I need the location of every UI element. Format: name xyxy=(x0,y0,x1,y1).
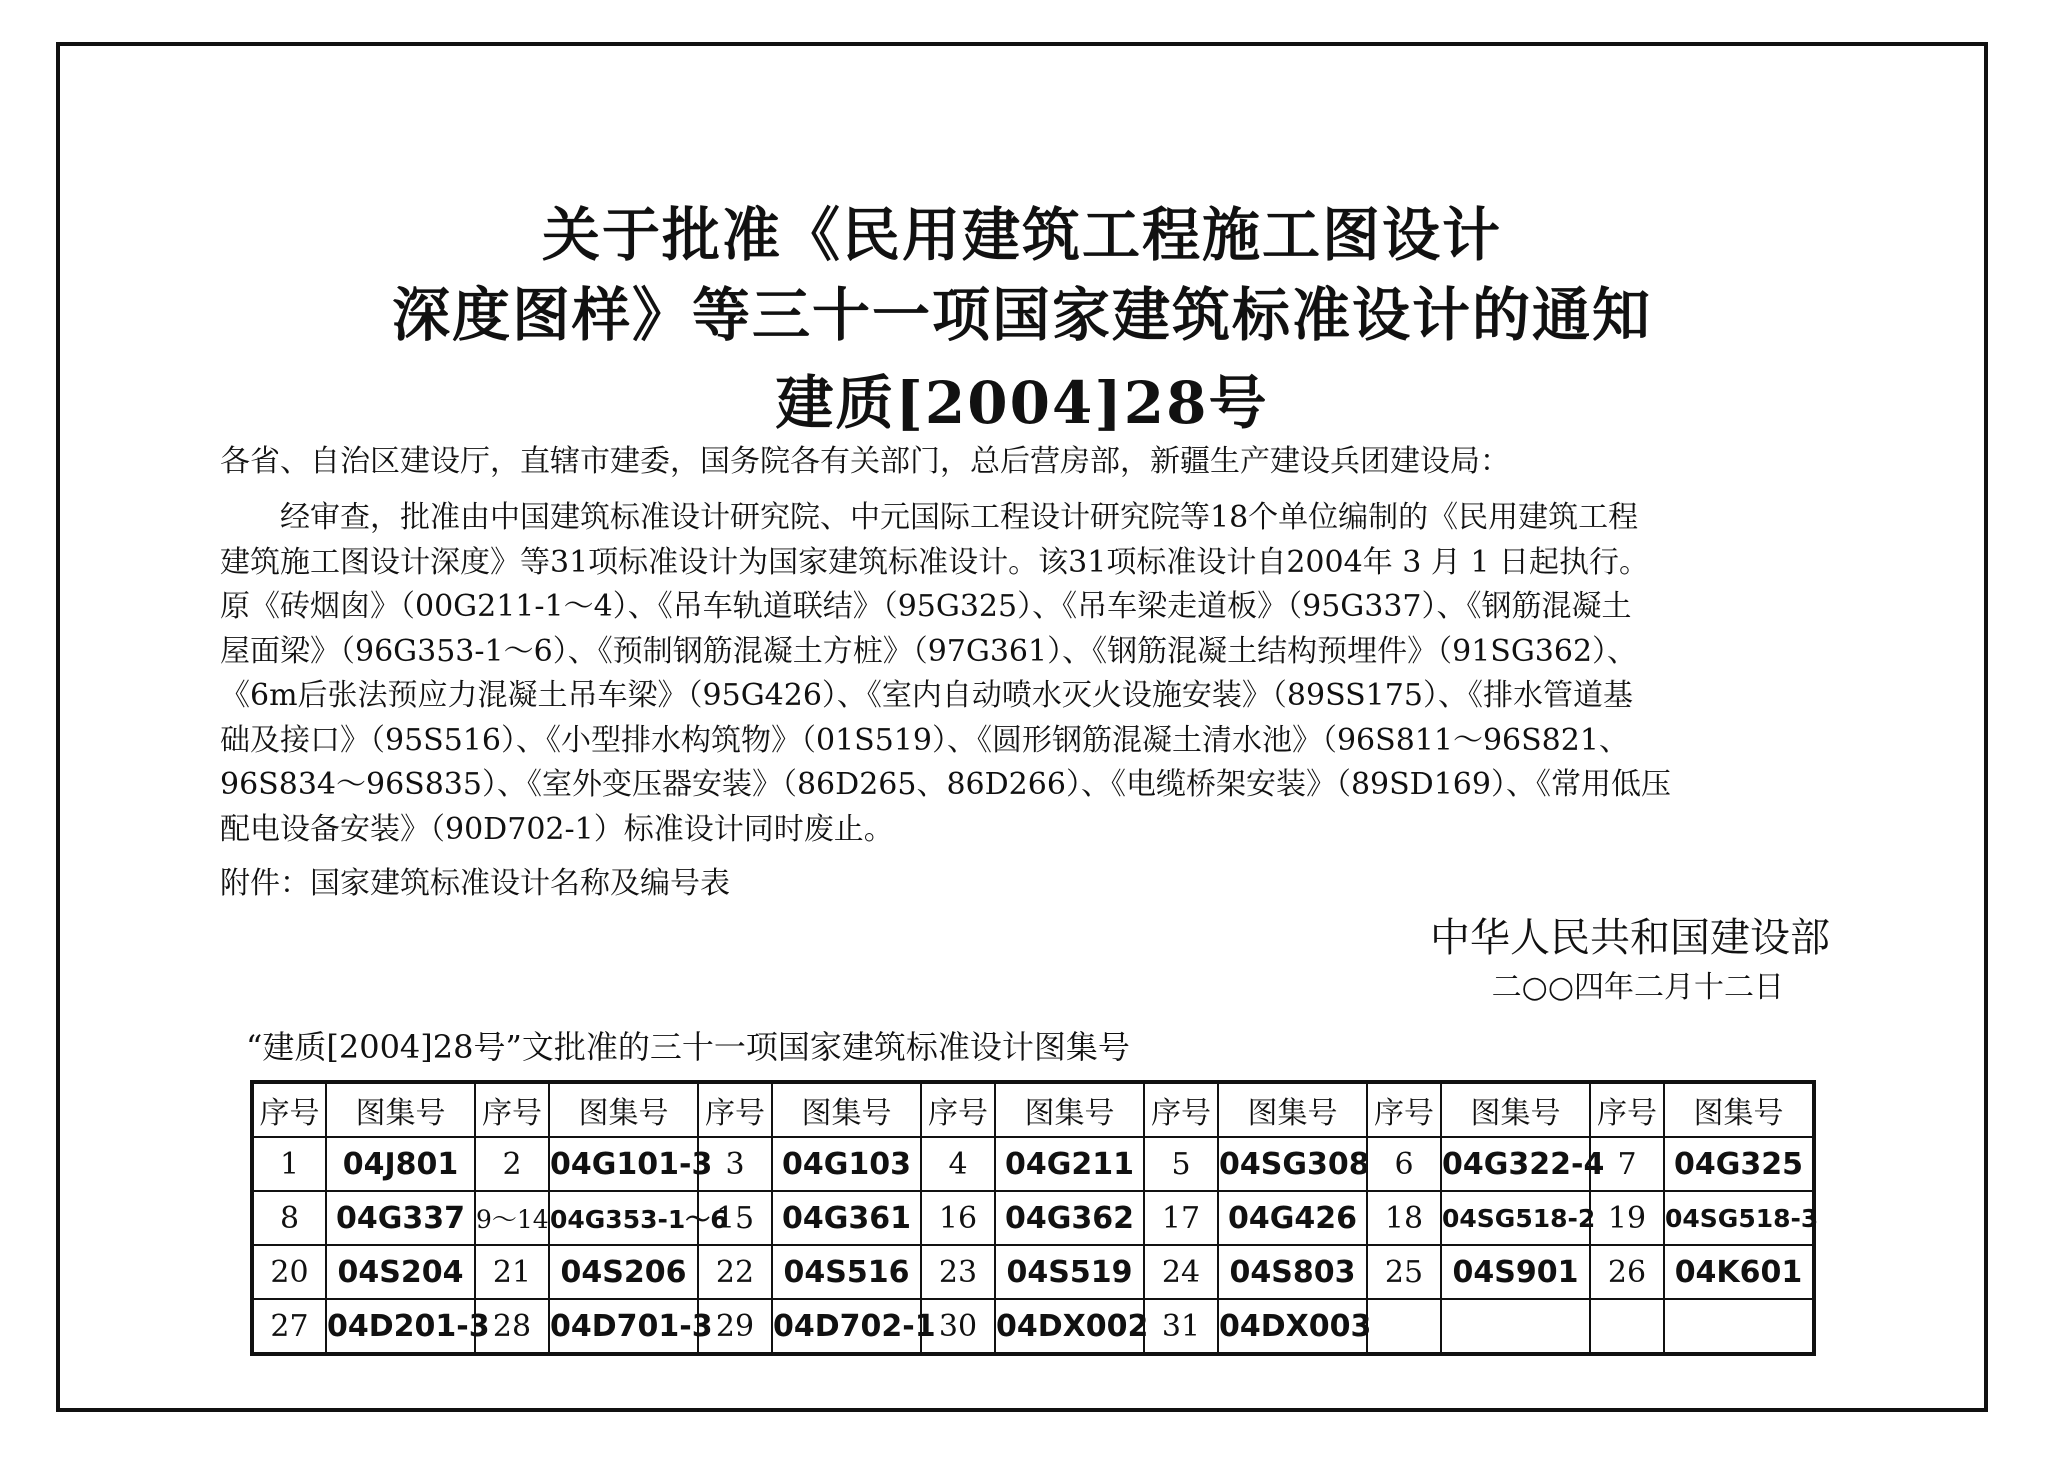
set-code-cell: 04SG308 xyxy=(1218,1137,1367,1191)
body-line: 建筑施工图设计深度》等31项标准设计为国家建筑标准设计。该31项标准设计自2004年 3 月 1 日起执行。 xyxy=(220,544,1650,580)
header-cell-no: 序号 xyxy=(252,1082,326,1137)
set-code-cell: 04SG518-2 xyxy=(1441,1191,1590,1245)
document-number: 建质[2004]28号 xyxy=(775,369,1269,437)
set-code-cell: 04S206 xyxy=(549,1245,698,1299)
set-code-cell: 04G362 xyxy=(995,1191,1144,1245)
standard-sets-table xyxy=(250,1080,1819,1356)
empty-cell xyxy=(1590,1299,1664,1354)
set-code-cell: 04G426 xyxy=(1218,1191,1367,1245)
notice-title-line-1: 关于批准《民用建筑工程施工图设计 xyxy=(541,201,1502,269)
set-code-cell: 04S803 xyxy=(1218,1245,1367,1299)
header-cell-code: 图集号 xyxy=(995,1082,1144,1137)
body-line: 《6m后张法预应力混凝土吊车梁》（95G426）、《室内自动喷水灭火设施安装》（89SS175）、《排水管道基 xyxy=(220,678,1633,713)
empty-cell xyxy=(1441,1299,1590,1354)
seq-cell: 22 xyxy=(698,1245,772,1299)
table-caption: “建质[2004]28号”文批准的三十一项国家建筑标准设计图集号 xyxy=(246,1028,1130,1066)
set-code-cell: 04S516 xyxy=(772,1245,921,1299)
table-header-row xyxy=(252,1082,1814,1137)
body-line: 96S834～96S835）、《室外变压器安装》（86D265、86D266）、《电缆桥架安装》（89SD169）、《常用低压 xyxy=(220,767,1671,802)
seq-cell: 15 xyxy=(698,1191,772,1245)
set-code-cell: 04G211 xyxy=(995,1137,1144,1191)
empty-cell xyxy=(1367,1299,1441,1354)
set-code-cell: 04G322-4 xyxy=(1441,1137,1590,1191)
seq-cell: 25 xyxy=(1367,1245,1441,1299)
seq-cell: 28 xyxy=(475,1299,549,1354)
table-row xyxy=(252,1191,1814,1245)
set-code-cell: 04D201-3 xyxy=(326,1299,475,1354)
header-cell-no: 序号 xyxy=(921,1082,995,1137)
notice-title-line-2: 深度图样》等三十一项国家建筑标准设计的通知 xyxy=(391,281,1652,349)
seq-cell: 3 xyxy=(698,1137,772,1191)
body-line: 经审查，批准由中国建筑标准设计研究院、中元国际工程设计研究院等18个单位编制的《民用建筑工程 xyxy=(280,500,1639,535)
header-cell-no: 序号 xyxy=(698,1082,772,1137)
set-code-cell: 04G101-3 xyxy=(549,1137,698,1191)
seq-cell: 29 xyxy=(698,1299,772,1354)
seq-cell: 26 xyxy=(1590,1245,1664,1299)
salutation: 各省、自治区建设厅，直辖市建委，国务院各有关部门，总后营房部，新疆生产建设兵团建设局： xyxy=(220,444,1510,479)
seq-cell: 23 xyxy=(921,1245,995,1299)
set-code-cell: 04K601 xyxy=(1664,1245,1814,1299)
set-code-cell: 04DX002 xyxy=(995,1299,1144,1354)
set-code-cell: 04D701-3 xyxy=(549,1299,698,1354)
set-code-cell: 04S519 xyxy=(995,1245,1144,1299)
seq-cell: 27 xyxy=(252,1299,326,1354)
body-line: 屋面梁》（96G353-1～6）、《预制钢筋混凝土方桩》（97G361）、《钢筋混凝土结构预埋件》（91SG362）、 xyxy=(220,633,1638,669)
table-row xyxy=(252,1245,1814,1299)
seq-cell: 1 xyxy=(252,1137,326,1191)
seq-cell: 2 xyxy=(475,1137,549,1191)
set-code-cell: 04G103 xyxy=(772,1137,921,1191)
set-code-cell: 04G325 xyxy=(1664,1137,1814,1191)
header-cell-code: 图集号 xyxy=(1441,1082,1590,1137)
notice-body xyxy=(220,496,1870,852)
body-line: 础及接口》（95S516）、《小型排水构筑物》（01S519）、《圆形钢筋混凝土清水池》（96S811～96S821、 xyxy=(220,722,1629,758)
seq-cell: 18 xyxy=(1367,1191,1441,1245)
attachment-note: 附件：国家建筑标准设计名称及编号表 xyxy=(220,866,730,901)
seq-cell: 24 xyxy=(1144,1245,1218,1299)
table-row xyxy=(252,1137,1814,1191)
seq-cell: 21 xyxy=(475,1245,549,1299)
seq-cell: 7 xyxy=(1590,1137,1664,1191)
table-row xyxy=(252,1299,1814,1354)
body-line: 配电设备安装》（90D702-1）标准设计同时废止。 xyxy=(220,811,894,847)
issuing-authority: 中华人民共和国建设部 xyxy=(1430,915,1830,961)
header-cell-code: 图集号 xyxy=(326,1082,475,1137)
header-cell-no: 序号 xyxy=(1367,1082,1441,1137)
seq-cell: 31 xyxy=(1144,1299,1218,1354)
issue-date: 二○○四年二月十二日 xyxy=(1491,970,1784,1005)
set-code-cell: 04G337 xyxy=(326,1191,475,1245)
seq-cell: 16 xyxy=(921,1191,995,1245)
header-cell-code: 图集号 xyxy=(1664,1082,1814,1137)
seq-cell: 20 xyxy=(252,1245,326,1299)
set-code-cell: 04D702-1 xyxy=(772,1299,921,1354)
seq-cell: 6 xyxy=(1367,1137,1441,1191)
set-code-cell: 04DX003 xyxy=(1218,1299,1367,1354)
set-code-cell: 04SG518-3 xyxy=(1664,1191,1814,1245)
seq-cell: 4 xyxy=(921,1137,995,1191)
header-cell-code: 图集号 xyxy=(772,1082,921,1137)
header-cell-no: 序号 xyxy=(1590,1082,1664,1137)
seq-cell: 19 xyxy=(1590,1191,1664,1245)
seq-cell: 30 xyxy=(921,1299,995,1354)
set-code-cell: 04J801 xyxy=(326,1137,475,1191)
seq-cell: 5 xyxy=(1144,1137,1218,1191)
header-cell-no: 序号 xyxy=(1144,1082,1218,1137)
set-code-cell: 04S204 xyxy=(326,1245,475,1299)
seq-cell: 9～14 xyxy=(475,1191,549,1245)
set-code-cell: 04S901 xyxy=(1441,1245,1590,1299)
empty-cell xyxy=(1664,1299,1814,1354)
header-cell-no: 序号 xyxy=(475,1082,549,1137)
seq-cell: 8 xyxy=(252,1191,326,1245)
header-cell-code: 图集号 xyxy=(1218,1082,1367,1137)
body-line: 原《砖烟囱》（00G211-1～4）、《吊车轨道联结》（95G325）、《吊车梁走道板》（95G337）、《钢筋混凝土 xyxy=(220,589,1632,624)
set-code-cell: 04G361 xyxy=(772,1191,921,1245)
header-cell-code: 图集号 xyxy=(549,1082,698,1137)
seq-cell: 17 xyxy=(1144,1191,1218,1245)
set-code-cell: 04G353-1～6 xyxy=(549,1191,698,1245)
